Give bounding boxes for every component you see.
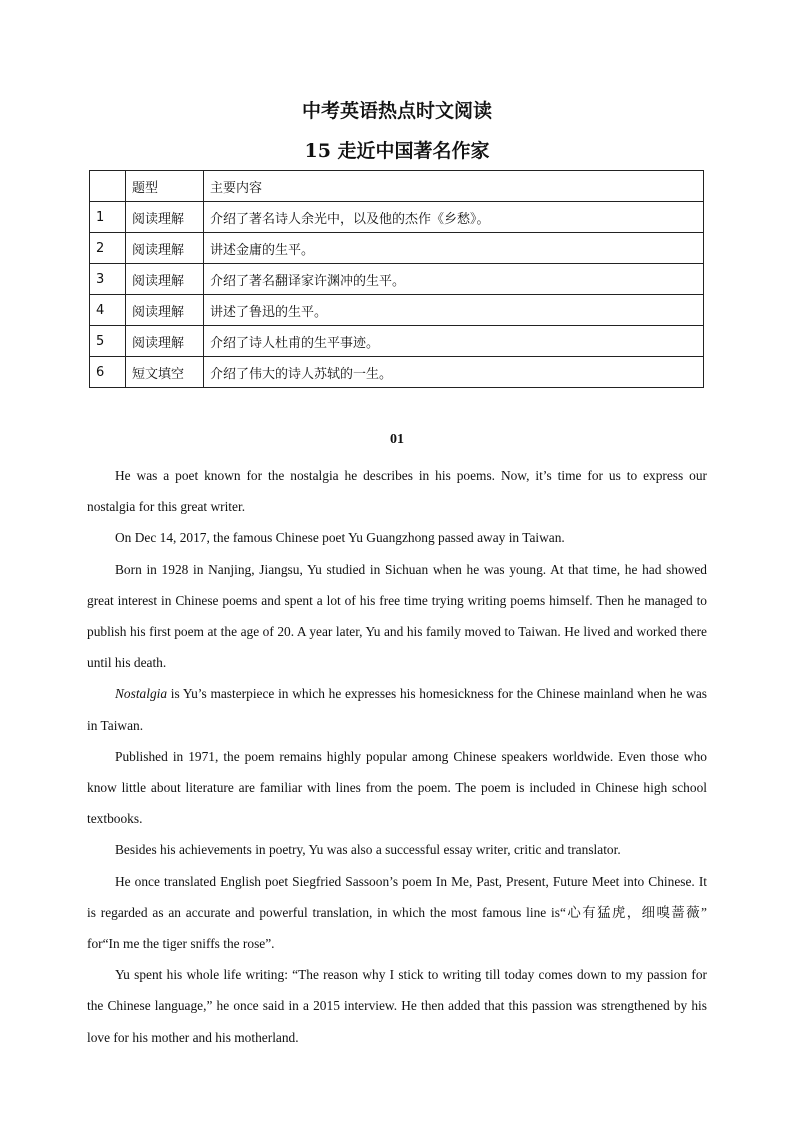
table-cell-type: 阅读理解 [126,295,204,326]
paragraph: Besides his achievements in poetry, Yu was also a successful essay writer, critic and translator. [115,842,621,858]
table-row [90,357,704,388]
paragraph: Yu spent his whole life writing: “The reason why I stick to writing till today comes down to my passion for the Chinese language,” he once said in a 2015 interview. He then added that this passion was strengthened by his love for his mother and his motherland. [87,967,707,1045]
paragraph: He was a poet known for the nostalgia he describes in his poems. Now, it’s time for us to express our nostalgia for this great writer. [87,468,707,515]
table-row [90,264,704,295]
table-header-cell [90,171,126,202]
table-cell-type: 阅读理解 [126,326,204,357]
table-row [90,233,704,264]
table-cell-type: 短文填空 [126,357,204,388]
table-cell-content: 讲述金庸的生平。 [204,233,704,264]
paragraph: Published in 1971, the poem remains highly popular among Chinese speakers worldwide. Even those who know little about literature are familiar with lines from the poem. The poem is included in Chinese high school textbooks. [87,748,707,827]
document-subtitle: 15 走近中国著名作家 [304,140,490,162]
table-cell-content: 介绍了诗人杜甫的生平事迹。 [204,326,704,357]
table-row [90,326,704,357]
table-cell-type: 阅读理解 [126,233,204,264]
table-cell-type: 阅读理解 [126,202,204,233]
table-cell-content: 介绍了著名翻译家许渊冲的生平。 [204,264,704,295]
paragraph [87,678,707,740]
table-cell-number: 5 [90,326,126,357]
paragraph: He once translated English poet Siegfried Sassoon’s poem In Me, Past, Present, Future Meet into Chinese. It is regarded as an accurate and powerful translation, in which the most famous line is“心有猛虎，细嗅蔷薇” for“In me the tiger sniffs the rose”. [87,873,707,952]
table-header-cell: 主要内容 [204,171,704,202]
paragraph: Born in 1928 in Nanjing, Jiangsu, Yu studied in Sichuan when he was young. At that time, he had showed great interest in Chinese poems and spent a lot of his free time trying writing poems himself. Then he managed to publish his first poem at the age of 20. A year later, Yu and his family moved to Taiwan. He lived and worked there until his death. [87,561,707,671]
table-cell-number: 4 [90,295,126,326]
section-number: 01 [390,432,404,447]
table-cell-number: 2 [90,233,126,264]
table-cell-type: 阅读理解 [126,264,204,295]
paragraph-text: is Yu’s masterpiece in which he expresses his homesickness for the Chinese mainland when he was in Taiwan. [87,686,707,733]
table-header-cell: 题型 [126,171,204,202]
table-cell-number: 1 [90,202,126,233]
document-title: 中考英语热点时文阅读 [301,100,492,122]
table-header-row [90,171,704,202]
poem-title-italic: Nostalgia [115,686,168,702]
article-body [87,460,707,1053]
table-row [90,202,704,233]
paragraph: On Dec 14, 2017, the famous Chinese poet Yu Guangzhong passed away in Taiwan. [115,530,565,546]
table-cell-content: 讲述了鲁迅的生平。 [204,295,704,326]
table-row [90,295,704,326]
table-cell-number: 3 [90,264,126,295]
table-cell-content: 介绍了著名诗人余光中，以及他的杰作《乡愁》。 [204,202,704,233]
table-cell-content: 介绍了伟大的诗人苏轼的一生。 [204,357,704,388]
table-cell-number: 6 [90,357,126,388]
summary-table [89,170,704,388]
